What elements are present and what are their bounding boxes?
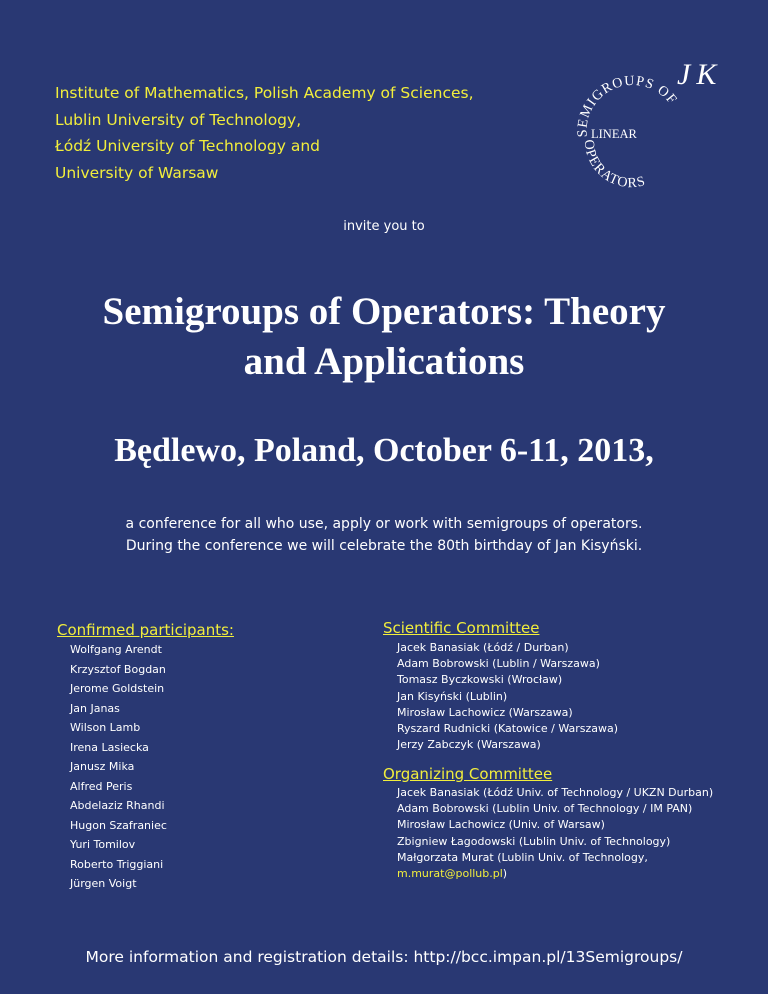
committee-member: Adam Bobrowski (Lublin / Warszawa) [397, 657, 600, 671]
logo-arc-top: SEMIGROUPS OF [575, 73, 680, 138]
participant-name: Hugon Szafraniec [70, 818, 167, 832]
committee-member: Jacek Banasiak (Łódź / Durban) [397, 641, 569, 654]
participant-name: Jerome Goldstein [70, 682, 165, 695]
participant-name: Wolfgang Arendt [70, 643, 162, 656]
invite-text: invite you to [343, 219, 425, 234]
svg-text:OPERATORS [581, 139, 648, 191]
participant-name: Abdelaziz Rhandi [70, 799, 165, 812]
committee-member: Adam Bobrowski (Lublin Univ. of Technology / IM PAN) [397, 802, 693, 816]
participants-list [70, 640, 167, 894]
scientific-committee-heading: Scientific Committee [383, 619, 540, 637]
scientific-committee-list [397, 640, 618, 753]
footer-info: More information and registration details: http://bcc.impan.pl/13Semigroups/ [85, 948, 683, 966]
committee-member: Jerzy Zabczyk (Warszawa) [397, 738, 541, 752]
institution-line: University of Warsaw [55, 163, 219, 182]
committee-member: Małgorzata Murat (Lublin Univ. of Technology, [397, 850, 648, 864]
participant-name: Irena Lasiecka [70, 740, 149, 754]
committee-member: Jacek Banasiak (Łódź Univ. of Technology / UKZN Durban) [397, 786, 714, 799]
committee-member: Ryszard Rudnicki (Katowice / Warszawa) [397, 722, 619, 736]
committee-member: Zbigniew Łagodowski (Lublin Univ. of Technology) [397, 834, 671, 848]
email-link[interactable]: m.murat@pollub.pl [397, 867, 503, 881]
conference-title [40, 287, 728, 387]
participant-name: Janusz Mika [70, 760, 135, 773]
participant-name: Yuri Tomilov [70, 838, 136, 851]
participant-name: Roberto Triggiani [70, 857, 164, 871]
committee-member: Mirosław Lachowicz (Univ. of Warsaw) [397, 818, 605, 832]
committee-member-email-line [397, 866, 713, 882]
title-line: and Applications [243, 340, 525, 383]
participant-name: Alfred Peris [70, 779, 133, 793]
committee-member: Jan Kisyński (Lublin) [397, 689, 508, 703]
committee-member: Tomasz Byczkowski (Wrocław) [397, 673, 563, 687]
participants-heading: Confirmed participants: [57, 621, 234, 639]
participant-name: Jan Janas [70, 701, 120, 715]
committee-member: Mirosław Lachowicz (Warszawa) [397, 705, 573, 719]
institution-line: Institute of Mathematics, Polish Academy of Sciences, [55, 84, 474, 102]
organizing-committee-list [397, 785, 713, 882]
logo-arc-bottom: OPERATORS [580, 138, 648, 192]
venue-dates: Będlewo, Poland, October 6-11, 2013, [114, 432, 654, 469]
description [0, 513, 768, 557]
logo-center: LINEAR [591, 127, 637, 141]
institution-line: Łódź University of Technology and [55, 137, 320, 155]
email-close-paren: ) [502, 867, 508, 881]
participant-name: Jürgen Voigt [70, 877, 137, 890]
participant-name: Wilson Lamb [70, 721, 141, 734]
conference-logo [565, 52, 735, 202]
description-line: During the conference we will celebrate the 80th birthday of Jan Kisyński. [125, 538, 643, 554]
description-line: a conference for all who use, apply or work with semigroups of operators. [125, 516, 643, 532]
institutions-block [55, 80, 474, 186]
institution-line: Lublin University of Technology, [55, 110, 302, 129]
participant-name: Krzysztof Bogdan [70, 662, 166, 676]
organizing-committee-heading: Organizing Committee [383, 765, 553, 783]
logo-initials: JK [677, 58, 723, 91]
title-line: Semigroups of Operators: Theory [102, 290, 666, 333]
